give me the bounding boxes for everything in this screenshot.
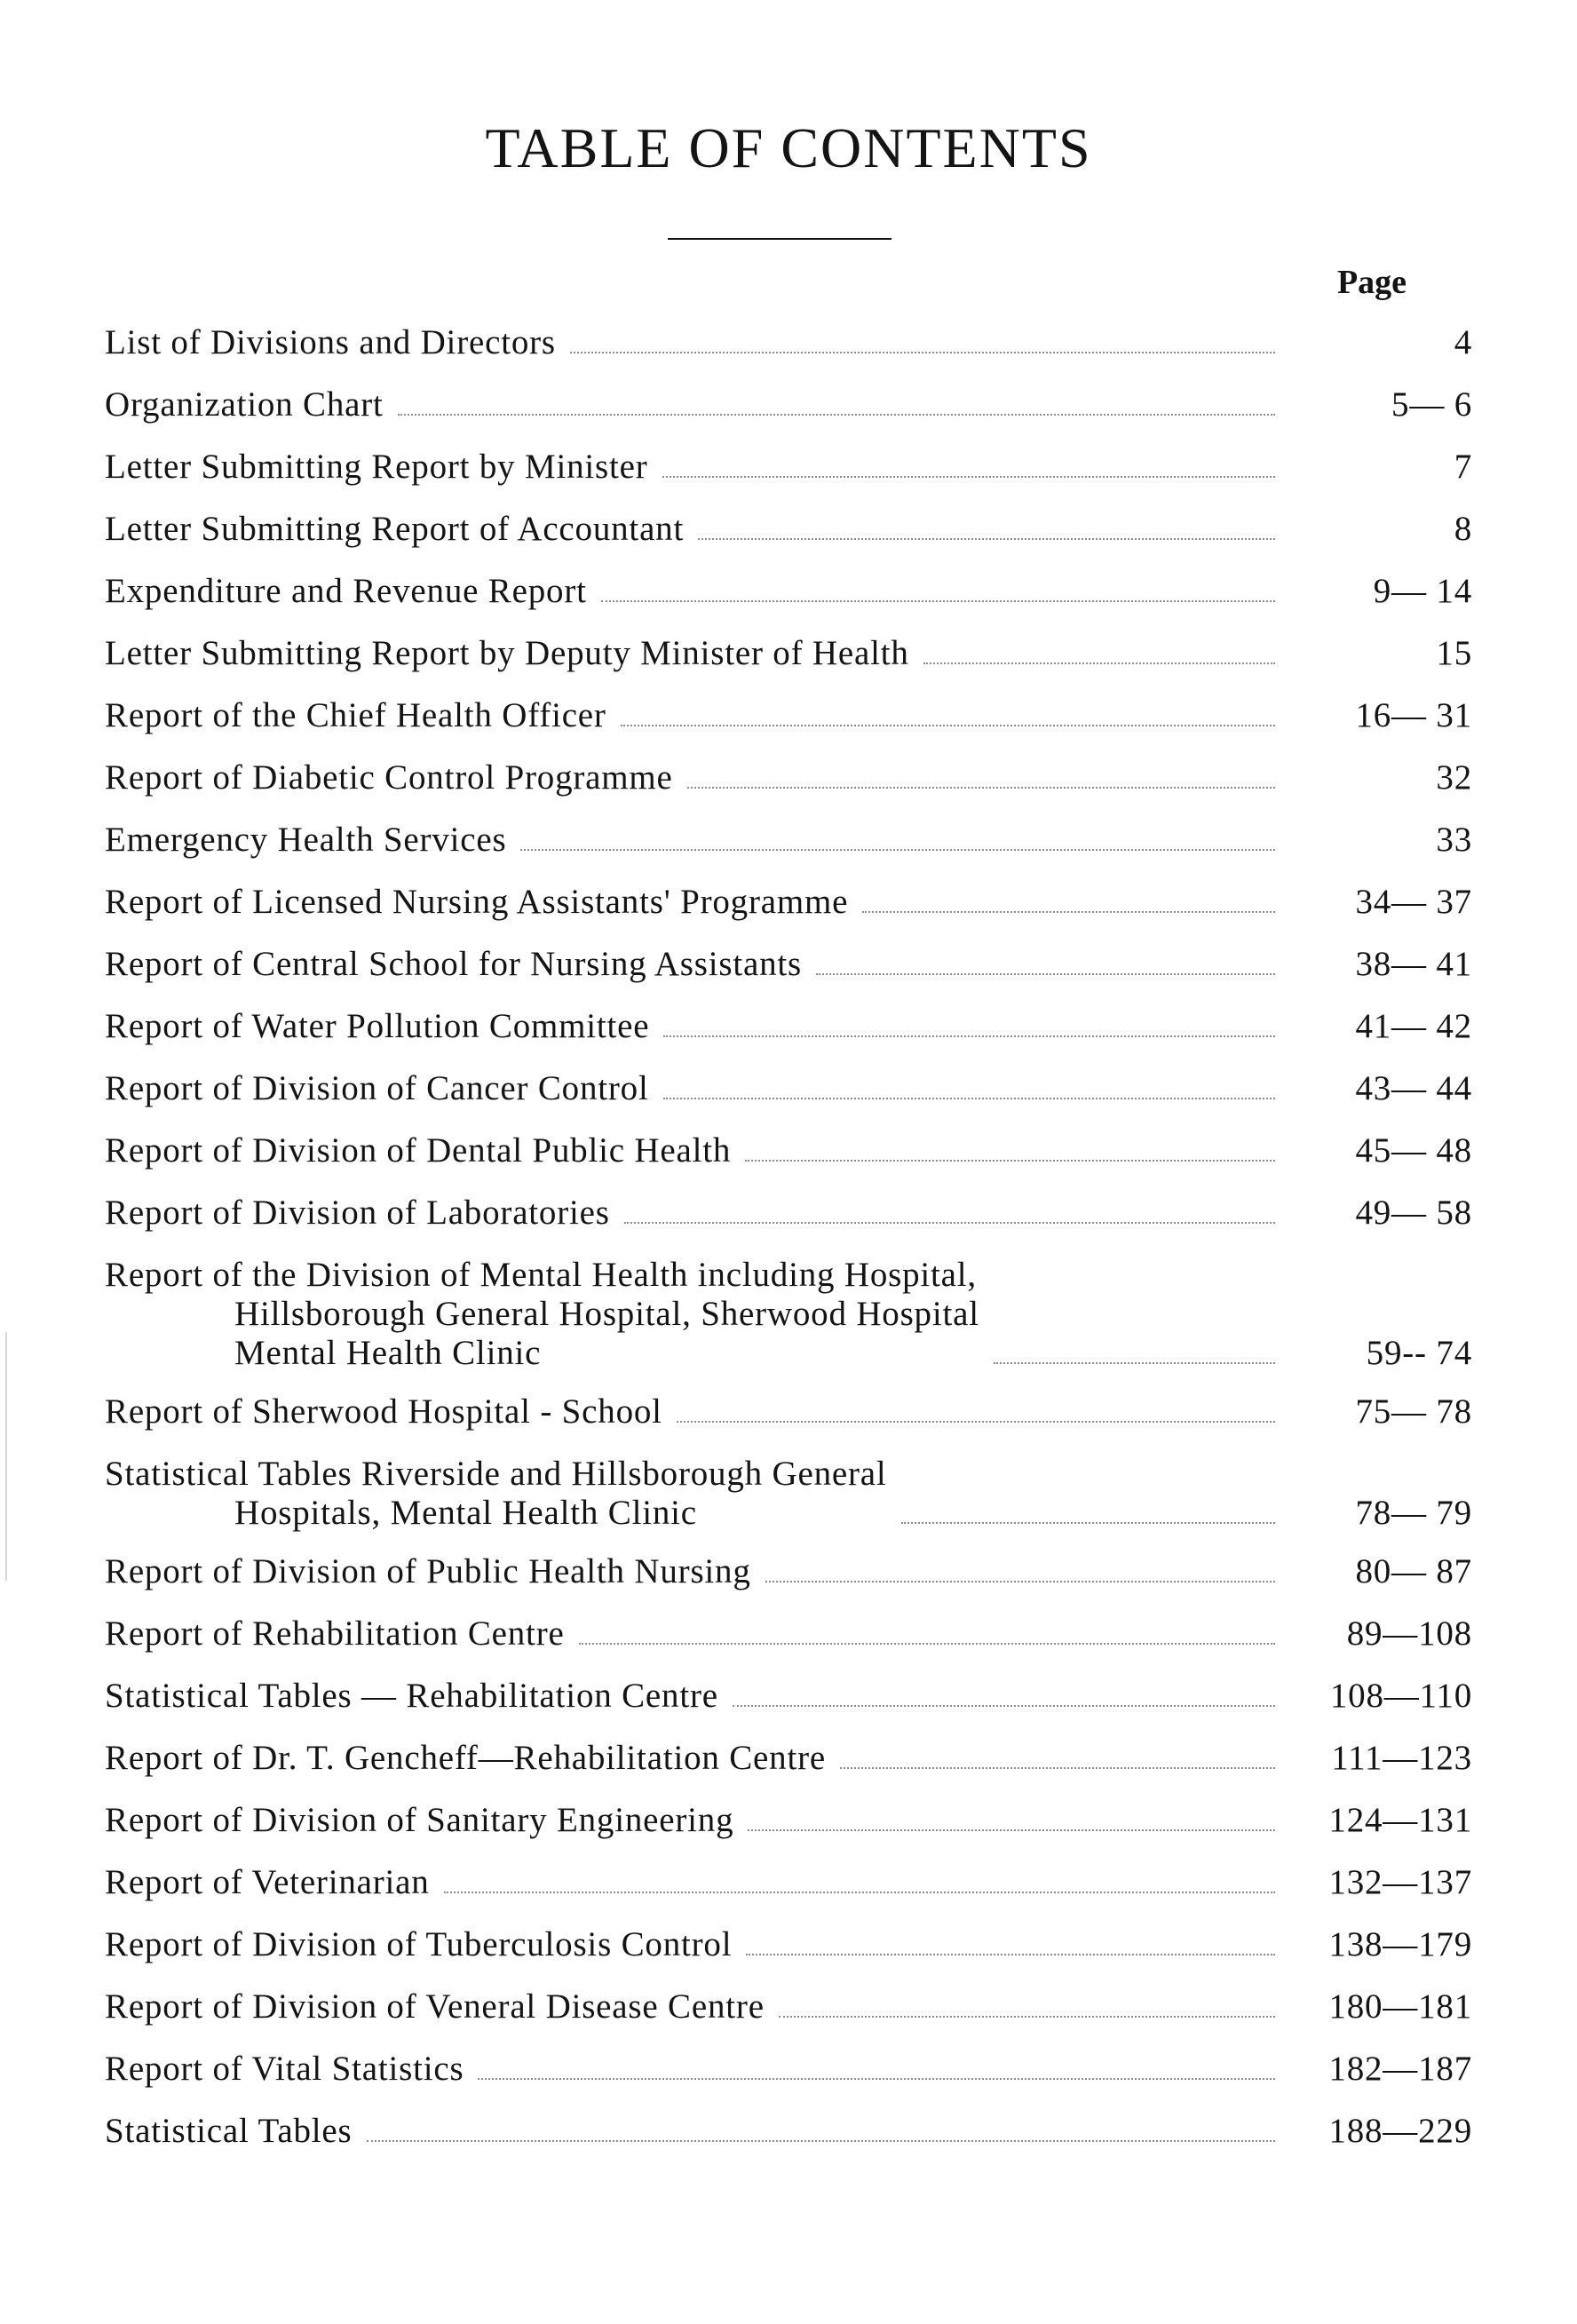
toc-entry [105, 572, 1472, 611]
dot-leader [765, 1581, 1275, 1582]
toc-entry-title-line: Statistical Tables [105, 2112, 353, 2150]
toc-entry-pages: 78— 79 [1355, 1494, 1472, 1532]
toc-entry-title [105, 323, 556, 362]
toc-entry-title [105, 1801, 733, 1840]
toc-entry-title [105, 1194, 610, 1233]
toc-entry-pages: 75— 78 [1355, 1392, 1472, 1431]
toc-entry-title-line: Letter Submitting Report of Accountant [105, 510, 685, 548]
toc-entry-title-line: Report of Licensed Nursing Assistants' Programme [105, 883, 849, 921]
toc-entry-title-line: Letter Submitting Report by Minister [105, 448, 648, 486]
dot-leader [779, 2016, 1275, 2018]
dot-leader [733, 1705, 1275, 1707]
toc-entry [105, 1925, 1472, 1964]
toc-entry [105, 1552, 1472, 1591]
toc-entry [105, 510, 1472, 549]
toc-entry-pages: 4 [1454, 323, 1472, 361]
toc-entry-title [105, 883, 848, 922]
toc-entry-pages: 111—123 [1331, 1739, 1472, 1777]
toc-entry [105, 1987, 1472, 2027]
toc-entry-title [105, 634, 909, 673]
toc-entry [105, 1739, 1472, 1778]
toc-entry [105, 1392, 1472, 1432]
dot-leader [746, 1954, 1275, 1955]
toc-entry-title-line: Report of the Chief Health Officer [105, 696, 606, 734]
toc-entry-title [105, 1552, 751, 1591]
toc-entry-title-continuation: Mental Health Clinic [234, 1334, 542, 1372]
toc-entry-pages: 7 [1454, 448, 1472, 486]
dot-leader [444, 1892, 1275, 1893]
dot-leader [624, 1222, 1275, 1224]
toc-entry-title [105, 1256, 979, 1373]
toc-entry [105, 2050, 1472, 2089]
dot-leader [663, 1035, 1275, 1037]
toc-entry [105, 758, 1472, 797]
toc-entry [105, 945, 1472, 984]
dot-leader [579, 1643, 1275, 1645]
toc-entry-pages: 45— 48 [1355, 1131, 1472, 1170]
toc-entry-title-line: Report of Sherwood Hospital - School [105, 1392, 662, 1431]
toc-entry [105, 1455, 1472, 1533]
toc-entry [105, 385, 1472, 424]
toc-entry-title [105, 1069, 649, 1108]
dot-leader [601, 600, 1275, 602]
toc-entry-pages: 16— 31 [1355, 696, 1472, 734]
scan-edge-mark [5, 1332, 7, 1581]
toc-entry [105, 1677, 1472, 1716]
dot-leader [520, 849, 1275, 851]
toc-entry-title-line: Report of Division of Veneral Disease Centre [105, 1987, 765, 2026]
toc-entry-title [105, 2050, 464, 2089]
toc-entry-title-line: Report of the Division of Mental Health including Hospital, [105, 1256, 977, 1294]
toc-entry-pages: 124—131 [1328, 1801, 1472, 1839]
toc-entry-pages: 108—110 [1329, 1677, 1472, 1715]
toc-entry-title-line: Report of Rehabilitation Centre [105, 1614, 565, 1653]
toc-entry [105, 883, 1472, 922]
toc-entry [105, 1194, 1472, 1233]
toc-entry-title-line: Letter Submitting Report by Deputy Minister of Health [105, 634, 909, 672]
toc-entry [105, 821, 1472, 860]
toc-entry-title [105, 821, 506, 860]
toc-entry-title-line: Emergency Health Services [105, 821, 507, 859]
toc-entry-pages: 80— 87 [1355, 1552, 1472, 1590]
toc-entry-title [105, 1987, 765, 2027]
toc-entry [105, 1256, 1472, 1373]
toc-entry-title-line: Expenditure and Revenue Report [105, 572, 587, 610]
toc-entry-title [105, 758, 673, 797]
dot-leader [478, 2078, 1275, 2080]
toc-entry-title [105, 510, 684, 549]
page-title: TABLE OF CONTENTS [485, 116, 1092, 179]
dot-leader [687, 787, 1275, 789]
toc-entry-title-line: List of Divisions and Directors [105, 323, 556, 361]
toc-entry-title [105, 1863, 430, 1902]
toc-entry [105, 448, 1472, 487]
toc-entry-title [105, 448, 648, 487]
toc-entry-title [105, 1739, 826, 1778]
toc-entry-pages: 5— 6 [1391, 385, 1472, 424]
dot-leader [570, 352, 1275, 353]
toc-entry-title-line: Report of Division of Laboratories [105, 1194, 610, 1232]
toc-entry-pages: 41— 42 [1355, 1007, 1472, 1045]
toc-entry [105, 1614, 1472, 1654]
toc-entry-title [105, 1677, 718, 1716]
toc-entry-pages: 180—181 [1328, 1987, 1472, 2026]
toc-entry-title-line: Report of Veterinarian [105, 1863, 430, 1901]
dot-leader [662, 476, 1275, 478]
toc-entry-title [105, 945, 802, 984]
toc-entry-title-line: Report of Vital Statistics [105, 2050, 464, 2088]
toc-entry-title-line: Report of Division of Public Health Nursing [105, 1552, 751, 1590]
toc-entry-title-line: Report of Division of Dental Public Health [105, 1131, 732, 1170]
toc-entry-pages: 89—108 [1346, 1614, 1472, 1653]
page-column-header: Page [1336, 264, 1407, 301]
toc-entry-pages: 49— 58 [1355, 1194, 1472, 1232]
toc-entry-pages: 32 [1436, 758, 1472, 797]
toc-entry-pages: 138—179 [1328, 1925, 1472, 1963]
toc-entry-title-line: Report of Division of Tuberculosis Control [105, 1925, 733, 1963]
toc-entry-title-line: Report of Diabetic Control Programme [105, 758, 673, 797]
toc-entry-title [105, 1131, 731, 1170]
dot-leader [677, 1421, 1275, 1423]
toc-entry [105, 1131, 1472, 1170]
toc-entry-title-line: Organization Chart [105, 385, 384, 424]
toc-entry-title-line: Report of Central School for Nursing Assistants [105, 945, 803, 983]
toc-entry [105, 1863, 1472, 1902]
title-divider [668, 238, 892, 240]
toc-entry-pages: 38— 41 [1355, 945, 1472, 983]
dot-leader [745, 1160, 1275, 1162]
toc-entry-pages: 9— 14 [1373, 572, 1472, 610]
toc-entry-title-line: Report of Dr. T. Gencheff—Rehabilitation Centre [105, 1739, 826, 1777]
toc-entry-pages: 132—137 [1328, 1863, 1472, 1901]
toc-entry [105, 323, 1472, 362]
toc-entry-pages: 15 [1436, 634, 1472, 672]
toc-entry [105, 696, 1472, 735]
dot-leader [398, 414, 1275, 416]
toc-entry-pages: 188—229 [1328, 2112, 1472, 2150]
toc-entry-title-continuation: Hillsborough General Hospital, Sherwood Hospital [234, 1295, 979, 1333]
toc-entry [105, 1069, 1472, 1108]
toc-entry-pages: 182—187 [1328, 2050, 1472, 2088]
dot-leader [367, 2140, 1276, 2142]
toc-entry-pages: 34— 37 [1355, 883, 1472, 921]
toc-entry-title-line: Report of Division of Cancer Control [105, 1069, 649, 1107]
dot-leader [923, 662, 1275, 664]
toc-entry-title-line: Statistical Tables — Rehabilitation Centre [105, 1677, 718, 1715]
dot-leader [862, 911, 1275, 913]
toc-entry-pages: 33 [1436, 821, 1472, 859]
toc-entries-list [105, 323, 1472, 2174]
toc-entry [105, 1801, 1472, 1840]
dot-leader [840, 1767, 1275, 1769]
toc-entry-title [105, 572, 587, 611]
toc-entry-title-line: Report of Water Pollution Committee [105, 1007, 650, 1045]
toc-entry-title [105, 1925, 732, 1964]
toc-entry [105, 634, 1472, 673]
dot-leader [994, 1362, 1275, 1364]
toc-entry-title [105, 2112, 353, 2151]
dot-leader [748, 1829, 1275, 1831]
toc-entry-pages: 8 [1454, 510, 1472, 548]
toc-entry-title-line: Report of Division of Sanitary Engineering [105, 1801, 734, 1839]
toc-entry-title [105, 385, 384, 424]
toc-entry [105, 2112, 1472, 2151]
toc-entry [105, 1007, 1472, 1046]
toc-entry-pages: 59-- 74 [1366, 1334, 1472, 1372]
dot-leader [698, 538, 1275, 540]
toc-entry-title [105, 1614, 565, 1654]
dot-leader [901, 1522, 1275, 1524]
toc-entry-title-line: Statistical Tables Riverside and Hillsborough General [105, 1455, 887, 1493]
toc-entry-pages: 43— 44 [1355, 1069, 1472, 1107]
dot-leader [816, 973, 1275, 975]
dot-leader [663, 1098, 1275, 1099]
toc-entry-title [105, 1392, 662, 1432]
dot-leader [621, 725, 1275, 726]
toc-entry-title [105, 1455, 887, 1533]
toc-entry-title-continuation: Hospitals, Mental Health Clinic [234, 1494, 697, 1532]
toc-entry-title [105, 696, 606, 735]
toc-entry-title [105, 1007, 649, 1046]
